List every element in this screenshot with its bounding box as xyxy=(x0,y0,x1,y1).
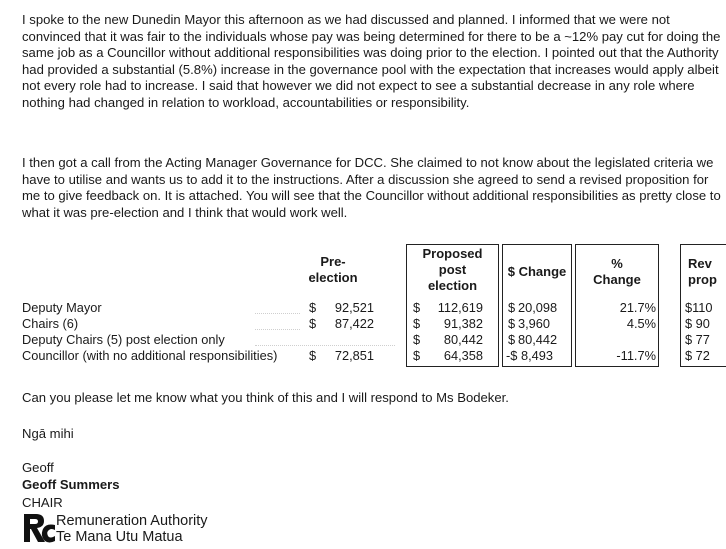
pre-symbol: $ xyxy=(309,300,317,315)
org-name-maori: Te Mana Utu Matua xyxy=(56,529,183,545)
header-pre-line1: Pre- xyxy=(320,254,346,269)
pct-value: 4.5% xyxy=(626,316,656,331)
revised-value: $110 xyxy=(685,300,713,315)
pre-value: 87,422 xyxy=(334,316,374,331)
header-prop-line1: Proposed xyxy=(422,246,483,261)
pct-value: -11.7% xyxy=(616,348,656,363)
paragraph-acting-manager-call: I then got a call from the Acting Manager Governance for DCC. She claimed to not know about the legislated criteria we have to utilise and wants us to add it to the instructions. After a discussion she agreed to send a revised proposition for me to give feedback on. It is attached. You will see that the Councillor without additional responsibilities as pretty close to what it was pre-election and I think that would work well. xyxy=(22,155,721,220)
change-symbol: $ xyxy=(508,316,516,331)
change-value: 80,442 xyxy=(518,332,558,347)
header-prop-line3: election xyxy=(427,278,478,293)
row-role: Chairs (6) xyxy=(22,316,79,331)
pre-symbol: $ xyxy=(309,348,317,363)
header-prop-line2: post xyxy=(438,262,467,277)
row-leader-dots xyxy=(255,345,395,346)
row-role: Deputy Chairs (5) post election only xyxy=(22,332,225,347)
pre-value: 72,851 xyxy=(334,348,374,363)
header-rev-line2: prop xyxy=(688,272,717,287)
header-pct-line2: Change xyxy=(593,272,641,287)
proposed-value: 112,619 xyxy=(437,300,483,315)
pre-symbol: $ xyxy=(309,316,317,331)
proposed-symbol: $ xyxy=(413,348,421,363)
proposed-value: 64,358 xyxy=(443,348,483,363)
revised-value: $ 77 xyxy=(685,332,710,347)
proposed-value: 91,382 xyxy=(443,316,483,331)
change-symbol: -$ xyxy=(506,348,518,363)
header-revised xyxy=(682,256,726,288)
header-dollar-change xyxy=(502,264,572,280)
header-rev-line1: Rev xyxy=(688,256,712,271)
change-symbol: $ xyxy=(508,300,516,315)
signature-title: CHAIR xyxy=(22,495,63,510)
pct-value: 21.7% xyxy=(619,300,656,315)
paragraph-mayor-discussion: I spoke to the new Dunedin Mayor this afternoon as we had discussed and planned. I informed that we were not convinced that it was fair to the individuals whose pay was being determined for there to be a ~12% pay cut for doing the same job as a Councillor without additional responsibilities was doing prior to the election. I pointed out that the Authority had provided a substantial (5.8%) increase in the governance pool with the expectation that increases would apply albeit not every role had to increase. I said that however we did not expect to see a substantial decrease in any role where nothing had changed in relation to workload, accountabilities or responsibility. xyxy=(22,12,721,110)
header-change-label: $ Change xyxy=(507,264,567,279)
header-proposed xyxy=(406,246,499,294)
change-value: 20,098 xyxy=(518,300,558,315)
revised-value: $ 72 xyxy=(685,348,710,363)
remuneration-authority-logo xyxy=(22,512,56,544)
change-symbol: $ xyxy=(508,332,516,347)
ra-logo-icon xyxy=(22,512,56,544)
proposed-symbol: $ xyxy=(413,332,421,347)
header-pct-change xyxy=(575,256,659,288)
proposed-value: 80,442 xyxy=(443,332,483,347)
row-role: Deputy Mayor xyxy=(22,300,102,315)
org-name-english: Remuneration Authority xyxy=(56,513,208,529)
proposed-symbol: $ xyxy=(413,300,421,315)
header-pct-line1: % xyxy=(611,256,623,271)
header-pre-line2: election xyxy=(308,270,358,285)
row-role: Councillor (with no additional responsibilities) xyxy=(22,348,278,363)
header-pre-election xyxy=(300,254,366,286)
row-leader-dots xyxy=(255,329,300,330)
change-value: 8,493 xyxy=(521,348,554,363)
closing-question: Can you please let me know what you think of this and I will respond to Ms Bodeker. xyxy=(22,390,509,405)
signature-full-name: Geoff Summers xyxy=(22,477,120,492)
signature-first-name: Geoff xyxy=(22,460,54,475)
row-leader-dots xyxy=(255,313,300,314)
pre-value: 92,521 xyxy=(334,300,374,315)
change-value: 3,960 xyxy=(518,316,551,331)
revised-value: $ 90 xyxy=(685,316,710,331)
proposed-symbol: $ xyxy=(413,316,421,331)
signoff: Ngā mihi xyxy=(22,426,74,441)
